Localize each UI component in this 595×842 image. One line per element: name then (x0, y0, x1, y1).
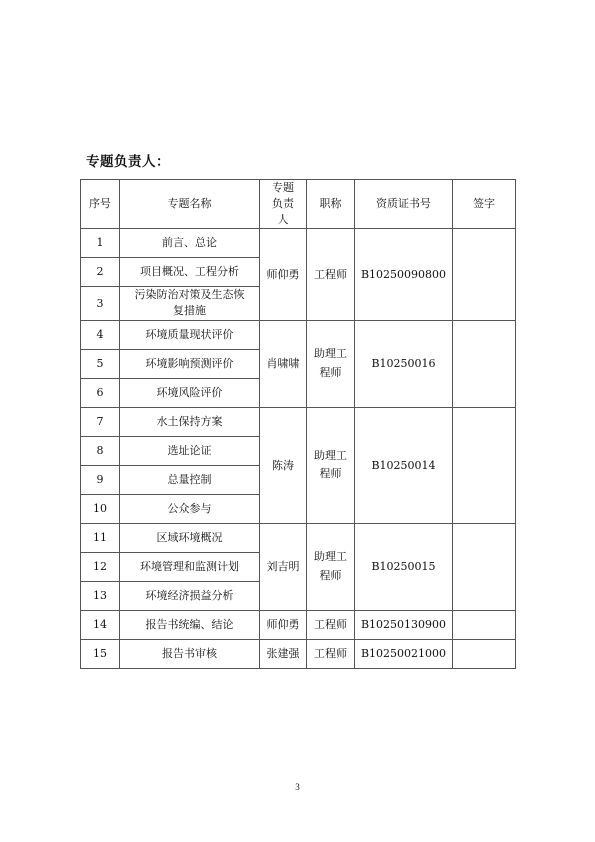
topic-name: 前言、总论 (120, 228, 260, 257)
topic-name: 环境质量现状评价 (120, 320, 260, 349)
row-number: 3 (81, 286, 120, 320)
row-number: 11 (81, 523, 120, 552)
person-cell: 师仰勇 (260, 610, 307, 639)
cert-cell: B10250016 (355, 320, 453, 407)
page-number: 3 (295, 782, 300, 792)
row-number: 10 (81, 494, 120, 523)
signature-cell (453, 228, 516, 320)
topic-name: 项目概况、工程分析 (120, 257, 260, 286)
topic-name: 环境风险评价 (120, 378, 260, 407)
topic-name: 环境经济损益分析 (120, 581, 260, 610)
title-cell: 助理工程师 (307, 320, 355, 407)
title-cell: 工程师 (307, 639, 355, 668)
col-header-person: 专题负责人 (260, 180, 307, 229)
topic-name: 选址论证 (120, 436, 260, 465)
person-cell: 张建强 (260, 639, 307, 668)
row-number: 13 (81, 581, 120, 610)
row-number: 4 (81, 320, 120, 349)
topic-name: 报告书审核 (120, 639, 260, 668)
title-cell: 助理工程师 (307, 523, 355, 610)
row-number: 15 (81, 639, 120, 668)
title-cell: 工程师 (307, 228, 355, 320)
topic-name: 区域环境概况 (120, 523, 260, 552)
topic-name: 环境影响预测评价 (120, 349, 260, 378)
topic-name: 公众参与 (120, 494, 260, 523)
topic-name: 总量控制 (120, 465, 260, 494)
row-number: 6 (81, 378, 120, 407)
table-header-row (81, 180, 516, 229)
signature-cell (453, 320, 516, 407)
signature-cell (453, 639, 516, 668)
topic-name: 污染防治对策及生态恢复措施 (120, 286, 260, 320)
table-row (81, 407, 516, 436)
table-row (81, 523, 516, 552)
responsibility-table (80, 179, 516, 669)
col-header-no: 序号 (81, 180, 120, 229)
title-cell: 助理工程师 (307, 407, 355, 523)
col-header-signature: 签字 (453, 180, 516, 229)
table-row (81, 320, 516, 349)
col-header-cert: 资质证书号 (355, 180, 453, 229)
signature-cell (453, 523, 516, 610)
cert-cell: B10250021000 (355, 639, 453, 668)
person-cell: 肖啸啸 (260, 320, 307, 407)
table-row (81, 228, 516, 257)
row-number: 9 (81, 465, 120, 494)
row-number: 1 (81, 228, 120, 257)
cert-cell: B10250015 (355, 523, 453, 610)
cert-cell: B10250014 (355, 407, 453, 523)
row-number: 2 (81, 257, 120, 286)
row-number: 12 (81, 552, 120, 581)
cert-cell: B10250090800 (355, 228, 453, 320)
row-number: 5 (81, 349, 120, 378)
table-row (81, 610, 516, 639)
col-header-title: 职称 (307, 180, 355, 229)
col-header-topic: 专题名称 (120, 180, 260, 229)
signature-cell (453, 610, 516, 639)
person-cell: 师仰勇 (260, 228, 307, 320)
table-row (81, 639, 516, 668)
row-number: 8 (81, 436, 120, 465)
person-cell: 陈涛 (260, 407, 307, 523)
section-heading: 专题负责人： (86, 154, 170, 170)
topic-name: 报告书统编、结论 (120, 610, 260, 639)
row-number: 14 (81, 610, 120, 639)
topic-name: 水土保持方案 (120, 407, 260, 436)
person-cell: 刘吉明 (260, 523, 307, 610)
topic-name: 环境管理和监测计划 (120, 552, 260, 581)
cert-cell: B10250130900 (355, 610, 453, 639)
signature-cell (453, 407, 516, 523)
row-number: 7 (81, 407, 120, 436)
title-cell: 工程师 (307, 610, 355, 639)
